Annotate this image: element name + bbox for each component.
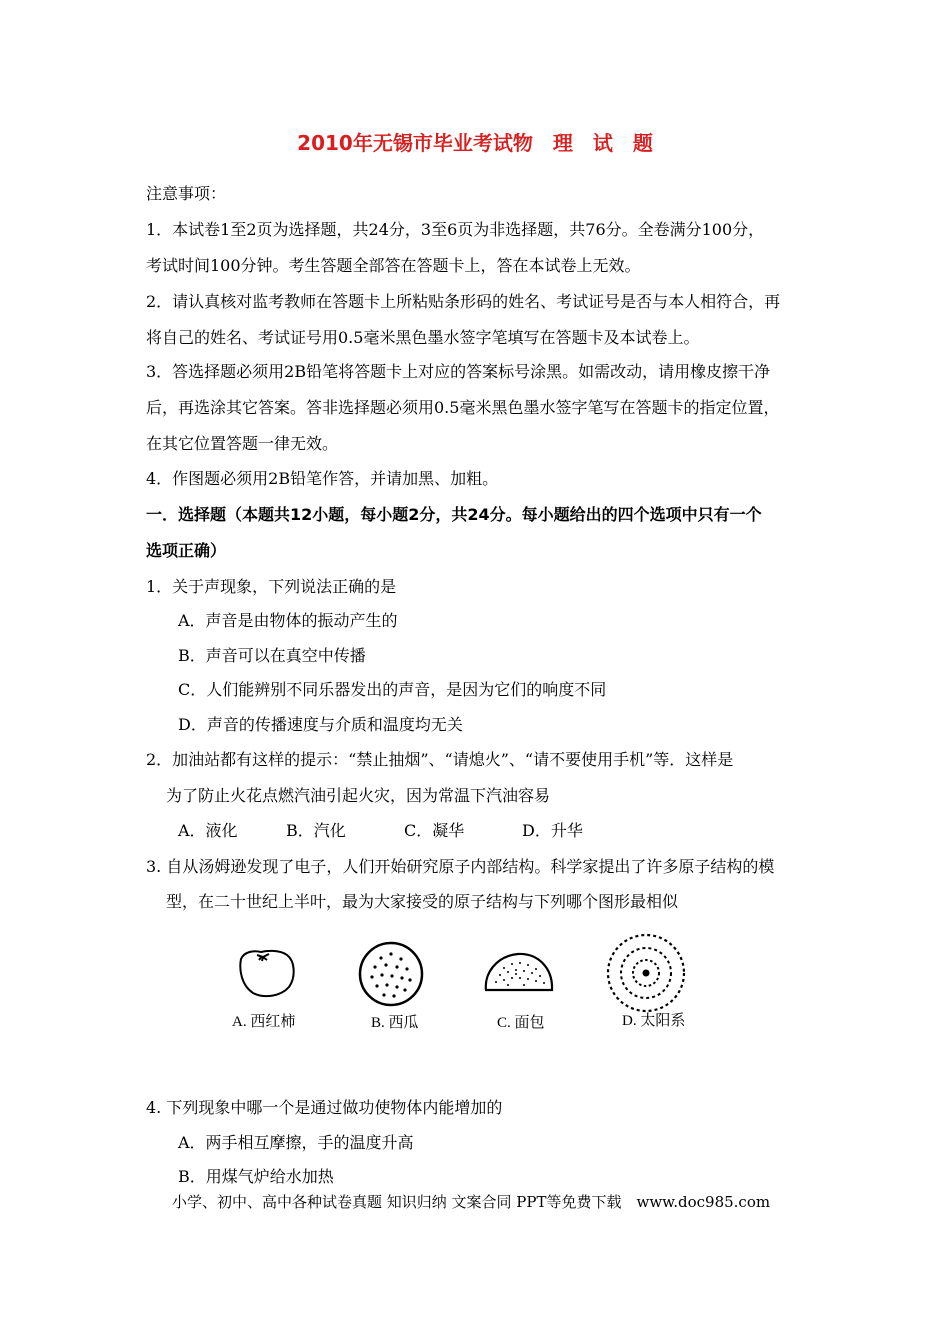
notice-line: 在其它位置答题一律无效。 [146,434,339,453]
question-2-stem-cont: 为了防止火花点燃汽油引起火灾，因为常温下汽油容易 [166,786,551,805]
figure-caption-c: C. 面包 [497,1015,545,1031]
figure-caption-b: B. 西瓜 [371,1015,419,1031]
question-4-option-a: A．两手相互摩擦，手的温度升高 [178,1133,414,1152]
notice-line: 2．请认真核对监考教师在答题卡上所粘贴条形码的姓名、考试证号是否与本人相符合，再 [146,292,781,311]
question-2-stem: 2．加油站都有这样的提示：“禁止抽烟”、“请熄火”、“请不要使用手机”等．这样是 [146,750,734,769]
question-2-option-b: B．汽化 [286,821,346,840]
section-heading: 一．选择题（本题共12小题，每小题2分，共24分。每小题给出的四个选项中只有一个 [146,505,762,524]
section-heading-cont: 选项正确） [146,541,227,560]
notice-line: 1．本试卷1至2页为选择题，共24分，3至6页为非选择题，共76分。全卷满分100分， [146,220,765,239]
page-title: 2010年无锡市毕业考试物 理 试 题 [297,131,653,155]
bread-figure [482,950,556,996]
question-3-stem-cont: 型，在二十世纪上半叶，最为大家接受的原子结构与下列哪个图形最相似 [166,892,679,911]
question-2-option-d: D．升华 [522,821,583,840]
question-4-option-b: B．用煤气炉给水加热 [178,1167,334,1186]
solar-system-figure [605,932,687,1014]
footer-promo: 小学、初中、高中各种试卷真题 知识归纳 文案合同 PPT等免费下载 www.doc985.com [172,1193,771,1211]
figure-caption-d: D. 太阳系 [622,1013,686,1029]
notice-line: 将自己的姓名、考试证号用0.5毫米黑色墨水签字笔填写在答题卡及本试卷上。 [146,328,700,347]
question-2-option-a: A．液化 [178,821,238,840]
tomato-figure [235,947,299,999]
question-1-option-c: C．人们能辨别不同乐器发出的声音，是因为它们的响度不同 [178,680,607,699]
question-3-stem: 3. 自从汤姆逊发现了电子，人们开始研究原子内部结构。科学家提出了许多原子结构的模 [146,857,775,876]
question-1-option-a: A．声音是由物体的振动产生的 [178,611,398,630]
notice-line: 3．答选择题必须用2B铅笔将答题卡上对应的答案标号涂黑。如需改动，请用橡皮擦干净 [146,362,771,381]
question-4-stem: 4. 下列现象中哪一个是通过做功使物体内能增加的 [146,1098,503,1117]
question-1-option-b: B．声音可以在真空中传播 [178,646,366,665]
notice-line: 4．作图题必须用2B铅笔作答，并请加黑、加粗。 [146,469,499,488]
figure-caption-a: A. 西红柿 [232,1014,296,1030]
atom-model-figures [220,930,720,1040]
notice-line: 考试时间100分钟。考生答题全部答在答题卡上，答在本试卷上无效。 [146,256,641,275]
notice-line: 后，再选涂其它答案。答非选择题必须用0.5毫米黑色墨水签字笔写在答题卡的指定位置， [146,398,780,417]
question-1-option-d: D．声音的传播速度与介质和温度均无关 [178,715,463,734]
question-1-stem: 1．关于声现象，下列说法正确的是 [146,577,397,596]
notice-heading: 注意事项： [146,184,227,203]
question-2-option-c: C．凝华 [404,821,465,840]
watermelon-figure [357,940,425,1008]
